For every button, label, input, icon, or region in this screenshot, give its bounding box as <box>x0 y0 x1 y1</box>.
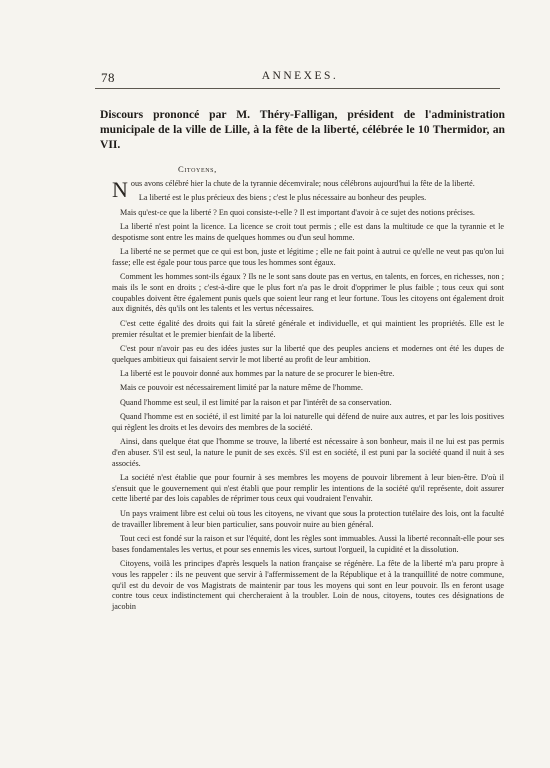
paragraph: Quand l'homme est en société, il est limité par la loi naturelle qui défend de nuire aux autres, et par les lois positives qui règlent les droits et les devoirs des membres de la société. <box>112 412 504 432</box>
paragraph: La liberté n'est point la licence. La licence se croit tout permis ; elle est dans la multitude ce que la tyrannie et le despotisme sont entre les mains de quelques hommes ou d'un seul homme. <box>112 222 504 242</box>
header-rule <box>95 88 500 89</box>
paragraph: Un pays vraiment libre est celui où tous les citoyens, ne vivant que sous la protection tutélaire des lois, ont la faculté de travailler librement à leur bien particulier, sans pouvoir nuire au bien général. <box>112 508 504 529</box>
running-head: ANNEXES. <box>261 70 339 82</box>
paragraph: Ainsi, dans quelque état que l'homme se trouve, la liberté est nécessaire à son bonheur, mais il ne lui est pas permis d'en abuser. S'il est seul, la nature le punit de ses excès. S'il est en société, il est puni par la société quand il nuit à ses associés. <box>112 437 504 468</box>
page-number: 78 <box>101 70 115 85</box>
paragraph: Mais ce pouvoir est nécessairement limité par la nature même de l'homme. <box>120 383 363 393</box>
paragraph: Tout ceci est fondé sur la raison et sur l'équité, dont les règles sont immuables. Aussi la liberté reconnaît-elle pour ses bases fondamentales les vertus, et pour ses ennemis les vices, surtout l'orgueil, la cupidité et la dissolution. <box>112 533 504 554</box>
paragraph: Mais qu'est-ce que la liberté ? En quoi consiste-t-elle ? Il est important d'avoir à ce sujet des notions précises. <box>120 207 475 217</box>
paragraph: Nous avons célébré hier la chute de la tyrannie décemvirale; nous célébrons aujourd'hui la fête de la liberté. <box>112 177 475 202</box>
paragraph: Comment les hommes sont-ils égaux ? Ils ne le sont sans doute pas en vertus, en talents, en forces, en richesses, non ; mais ils le sont en droits ; c'est-à-dire que le plus fort n'a pas le droit d'opprimer le plus faible ; tous ceux qui sont coupables doivent être également punis quels que soient leur rang et leur fortune. Tous les citoyens ont également droit aux dignités, dès qu'ils ont les talents et les vertus nécessaires. <box>112 272 504 314</box>
paragraph: La société n'est établie que pour fournir à ses membres les moyens de pouvoir librement à leur bien-être. D'où il s'ensuit que le gouvernement qui n'est établi que pour remplir les intentions de la société qu'il représente, doit assurer cette liberté par des lois capables de réprimer tous ceux qui voudraient l'envahir. <box>112 472 504 504</box>
page-header <box>95 70 505 86</box>
paragraph: Citoyens, voilà les principes d'après lesquels la nation française se régénère. La fête de la liberté m'a paru propre à vous les rappeler : ils ne peuvent que servir à l'affermissement de la République et à la tranquillité de notre commune, qu'il est du devoir de vos Magistrats de maintenir par tous les moyens qui sont en leur pouvoir. Ils en feront usage contre tous ceux indistinctement qui chercheraient à la troubler. Loin de nous, citoyens, toutes ces désignations de jacobin <box>112 559 504 611</box>
speech-body <box>112 179 504 616</box>
drop-cap: N <box>112 177 128 202</box>
paragraph: Quand l'homme est seul, il est limité par la raison et par l'intérêt de sa conservation. <box>120 397 392 407</box>
paragraph: La liberté est le plus précieux des biens ; c'est le plus nécessaire au bonheur des peuples. <box>138 193 427 203</box>
paragraph: C'est cette égalité des droits qui fait la sûreté générale et individuelle, et qui maintient les propriétés. Elle est le premier résultat et le premier bienfait de la liberté. <box>112 318 504 339</box>
paragraph: C'est pour n'avoir pas eu des idées justes sur la liberté que des peuples anciens et modernes ont été les dupes de quelques ambitieux qui faisaient servir le mot liberté au profit de leur ambition. <box>112 343 504 364</box>
document-title: Discours prononcé par M. Théry-Falligan, président de l'administration municipale de la ville de Lille, à la fête de la liberté, célébrée le 10 Thermidor, an VII. <box>100 108 505 151</box>
salutation: Citoyens, <box>178 164 217 174</box>
paragraph: La liberté est le pouvoir donné aux hommes par la nature de se procurer le bien-être. <box>120 369 395 378</box>
paragraph: La liberté ne se permet que ce qui est bon, juste et légitime ; elle ne fait point à autrui ce qu'elle ne veut pas qu'on lui fasse; elle est égale pour tous parce que tous les hommes sont égaux. <box>112 247 504 267</box>
